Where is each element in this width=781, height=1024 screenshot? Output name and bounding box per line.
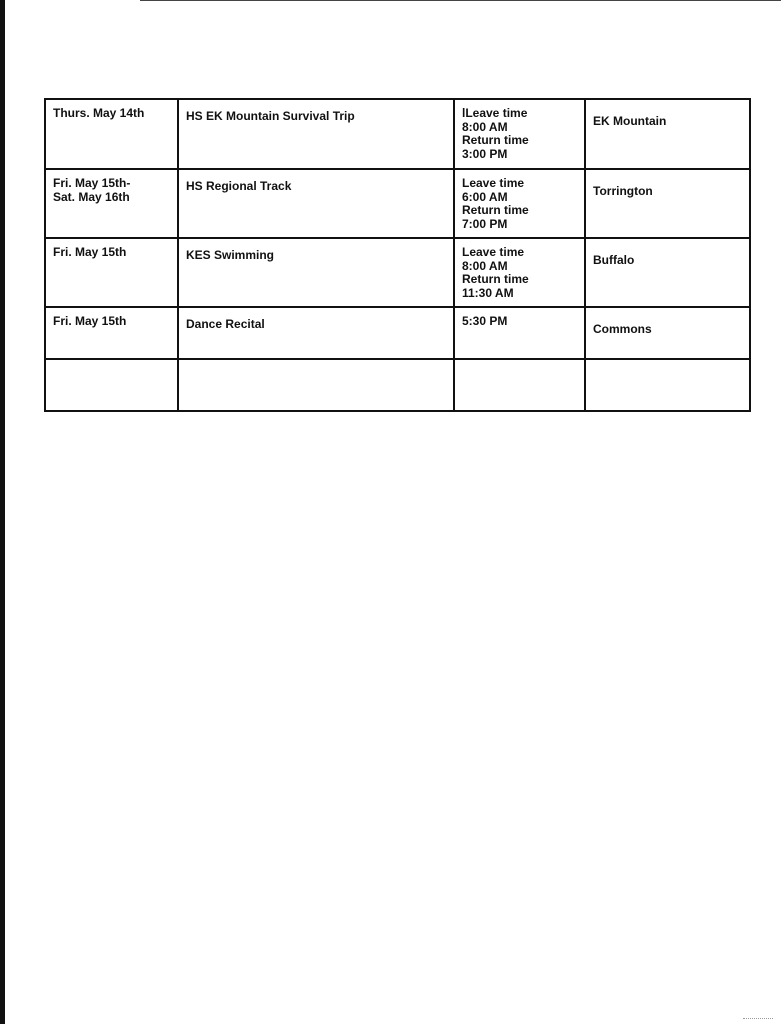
time-line: 8:00 AM xyxy=(462,119,508,134)
event-cell xyxy=(178,99,454,169)
time-cell xyxy=(454,359,585,411)
time-line: lLeave time xyxy=(462,106,528,120)
location-name: EK Mountain xyxy=(593,114,667,128)
location-cell xyxy=(585,359,750,411)
date-line: Sat. May 16th xyxy=(53,189,130,204)
event-cell xyxy=(178,169,454,238)
date-cell xyxy=(45,238,178,307)
table-row xyxy=(45,238,750,307)
date-line: Fri. May 15th xyxy=(53,314,127,328)
scan-corner-mark xyxy=(743,1018,773,1022)
event-cell xyxy=(178,238,454,307)
table-row-empty xyxy=(45,359,750,411)
location-name: Buffalo xyxy=(593,253,635,267)
schedule-table xyxy=(44,98,751,412)
table-row xyxy=(45,169,750,238)
event-name: HS EK Mountain Survival Trip xyxy=(186,109,355,123)
event-name: HS Regional Track xyxy=(186,179,292,193)
time-cell xyxy=(454,307,585,359)
time-line: 3:00 PM xyxy=(462,146,508,161)
location-cell xyxy=(585,238,750,307)
time-line: 7:00 PM xyxy=(462,216,508,231)
time-line: Leave time xyxy=(462,176,525,190)
date-cell xyxy=(45,307,178,359)
time-line: 8:00 AM xyxy=(462,258,508,273)
top-rule-line xyxy=(140,0,781,1)
location-cell xyxy=(585,169,750,238)
location-name: Torrington xyxy=(593,184,653,198)
time-line: Return time xyxy=(462,133,529,147)
location-name: Commons xyxy=(593,322,652,336)
location-cell xyxy=(585,307,750,359)
date-line: Thurs. May 14th xyxy=(53,106,145,120)
table-row xyxy=(45,307,750,359)
event-name: KES Swimming xyxy=(186,248,275,262)
event-cell xyxy=(178,307,454,359)
date-cell xyxy=(45,99,178,169)
time-line: 5:30 PM xyxy=(462,314,508,328)
time-cell xyxy=(454,169,585,238)
location-cell xyxy=(585,99,750,169)
time-line: 6:00 AM xyxy=(462,189,508,204)
date-cell xyxy=(45,359,178,411)
table-row xyxy=(45,99,750,169)
date-cell xyxy=(45,169,178,238)
time-line: 11:30 AM xyxy=(462,285,514,300)
event-cell xyxy=(178,359,454,411)
date-line: Fri. May 15th xyxy=(53,245,127,259)
scan-left-edge xyxy=(0,0,5,1024)
date-line: Fri. May 15th- xyxy=(53,176,131,190)
event-name: Dance Recital xyxy=(186,317,265,331)
time-cell xyxy=(454,238,585,307)
time-line: Return time xyxy=(462,272,529,286)
time-line: Leave time xyxy=(462,245,525,259)
time-line: Return time xyxy=(462,203,529,217)
time-cell xyxy=(454,99,585,169)
